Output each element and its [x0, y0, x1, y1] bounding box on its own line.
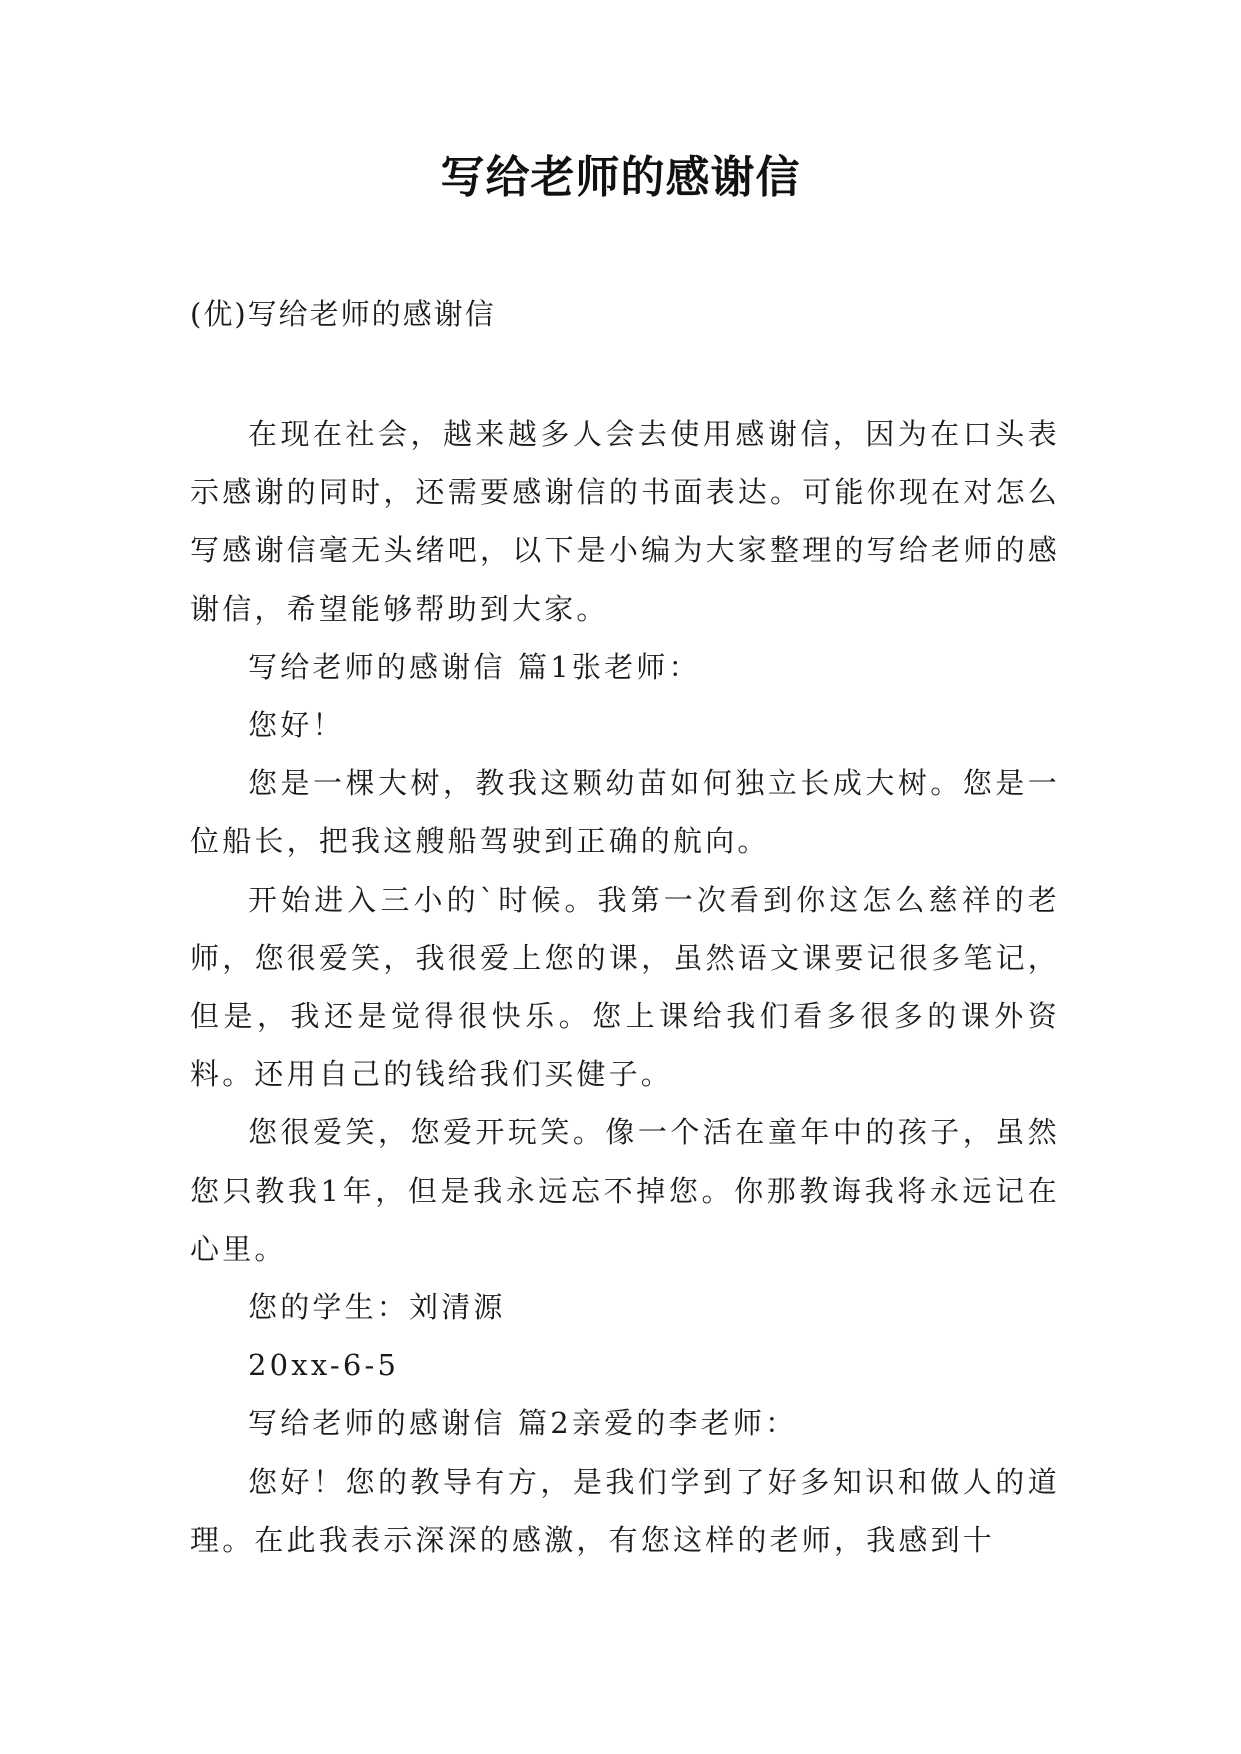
paragraph-tree: 您是一棵大树，教我这颗幼苗如何独立长成大树。您是一位船长，把我这艘船驾驶到正确的航向。 — [190, 766, 1060, 859]
paragraph-letter2-body: 您好！您的教导有方，是我们学到了好多知识和做人的道理。在此我表示深深的感激，有您这样的老师，我感到十 — [190, 1464, 1060, 1557]
paragraph-greeting: 您好！ — [248, 708, 345, 743]
paragraph-letter1-heading: 写给老师的感谢信 篇1张老师： — [248, 649, 701, 684]
paragraph-intro: 在现在社会，越来越多人会去使用感谢信，因为在口头表示感谢的同时，还需要感谢信的书面表达。可能你现在对怎么写感谢信毫无头绪吧，以下是小编为大家整理的写给老师的感谢信，希望能够帮助到大家。 — [190, 417, 1060, 626]
document-title: 写给老师的感谢信 — [440, 152, 801, 203]
paragraph-letter2-heading: 写给老师的感谢信 篇2亲爱的李老师： — [248, 1406, 798, 1441]
paragraph-first-meeting: 开始进入三小的`时候。我第一次看到你这怎么慈祥的老师，您很爱笑，我很爱上您的课，虽然语文课要记很多笔记，但是，我还是觉得很快乐。您上课给我们看多很多的课外资料。还用自己的钱给我们买健子。 — [190, 882, 1060, 1092]
document-subtitle: (优)写给老师的感谢信 — [190, 297, 496, 331]
paragraph-signature: 您的学生：刘清源 — [248, 1290, 506, 1325]
document-body — [190, 405, 1060, 1569]
paragraph-laughter: 您很爱笑，您爱开玩笑。像一个活在童年中的孩子，虽然您只教我1年，但是我永远忘不掉您。你那教诲我将永远记在心里。 — [190, 1115, 1060, 1266]
paragraph-date: 20xx-6-5 — [248, 1348, 400, 1383]
